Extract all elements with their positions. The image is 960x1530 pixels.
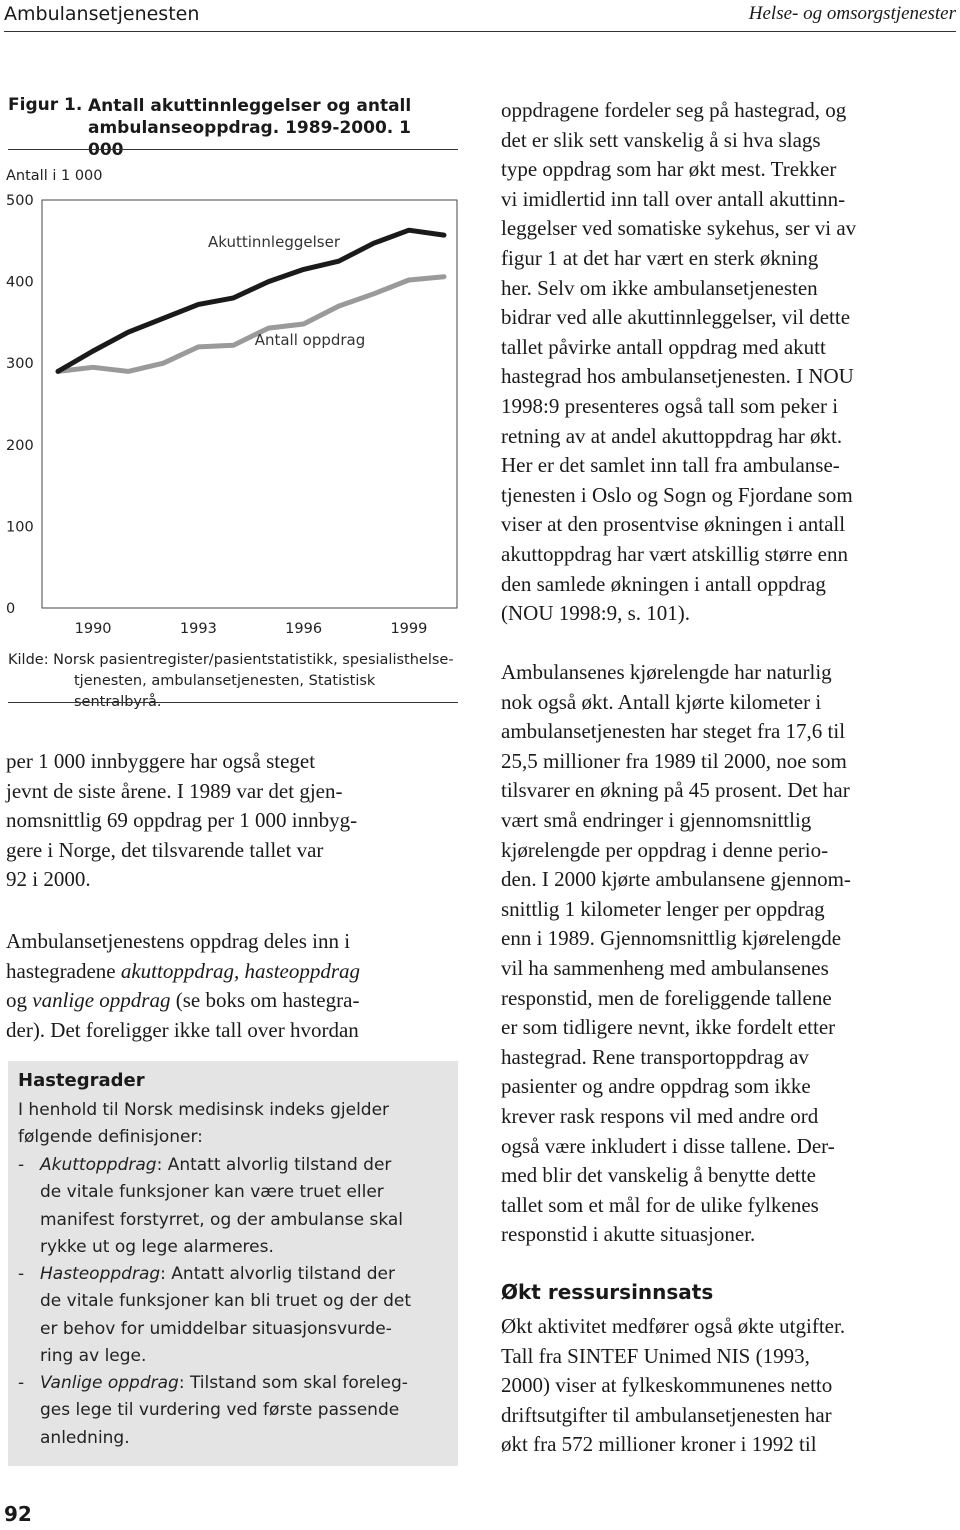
text-line: viser at den prosentvise økningen i antall	[501, 512, 846, 537]
page-number: 92	[4, 1502, 32, 1526]
text-line: Ambulansetjenestens oppdrag deles inn i	[6, 929, 351, 953]
figure-bottom-rule	[8, 702, 458, 703]
text-line: krever rask respons vil med andre ord	[501, 1103, 819, 1128]
text-line: det er slik sett vanskelig å si hva slags	[501, 127, 821, 152]
text-line: responstid i akutte situasjoner.	[501, 1222, 756, 1247]
text-line: Ambulansenes kjørelengde har naturlig	[501, 660, 832, 684]
x-tick-label: 1999	[390, 621, 428, 637]
text-line	[40, 1370, 408, 1397]
text-line: økt fra 572 millioner kroner i 1992 til	[501, 1432, 817, 1457]
text-line: der). Det foreligger ikke tall over hvordan	[6, 1017, 359, 1042]
text-line: de vitale funksjoner kan være truet eller	[40, 1182, 384, 1203]
series-label: Antall oppdrag	[254, 331, 366, 349]
text-line: den samlede økningen i antall oppdrag	[501, 571, 826, 596]
text-line: 92 i 2000.	[6, 867, 91, 892]
text-run: : Antatt alvorlig tilstand der	[160, 1264, 396, 1284]
text-line	[40, 1152, 403, 1179]
y-tick-label: 400	[6, 274, 34, 291]
series-lines	[58, 230, 444, 371]
term: Vanlige oppdrag	[40, 1373, 179, 1393]
y-tick-label: 200	[6, 437, 34, 454]
text-line: vil ha sammenheng med ambulansenes	[501, 955, 829, 980]
text-line: gere i Norge, det tilsvarende tallet var	[6, 837, 324, 862]
figure-1	[0, 90, 470, 710]
text-line: tallet påvirke antall oppdrag med akutt	[501, 334, 826, 359]
text-line: her. Selv om ikke ambulansetjenesten	[501, 275, 818, 300]
text-line: Her er det samlet inn tall fra ambulanse-	[501, 453, 840, 478]
plot-frame	[42, 200, 457, 608]
text-line: bidrar ved alle akuttinnleggelser, vil dette	[501, 305, 851, 330]
text-line	[6, 957, 466, 987]
text-line: per 1 000 innbyggere har også steget	[6, 749, 316, 773]
paragraph	[6, 747, 466, 895]
header-section-title: Ambulansetjenesten	[4, 3, 200, 25]
dash-bullet: -	[18, 1155, 25, 1175]
definition-item	[18, 1152, 403, 1261]
text-line: enn i 1989. Gjennomsnittlig kjørelengde	[501, 926, 842, 951]
text-line: rykke ut og lege alarmeres.	[40, 1236, 274, 1257]
y-axis-unit-label: Antall i 1 000	[6, 168, 103, 184]
box-title: Hastegrader	[18, 1070, 145, 1091]
y-tick-label: 300	[6, 356, 34, 373]
figure-source	[8, 650, 458, 713]
text-line: snittlig 1 kilometer lenger per oppdrag	[501, 896, 825, 921]
text-run: (se boks om hastegra-	[170, 988, 360, 1013]
text-line: tallet som et mål for de ulike fylkenes	[501, 1192, 819, 1217]
text-line	[40, 1261, 411, 1288]
text-line: manifest forstyrret, og der ambulanse skal	[40, 1209, 404, 1230]
running-header	[4, 0, 956, 34]
header-rule	[4, 31, 956, 32]
text-line: 2000) viser at fylkeskommunenes netto	[501, 1373, 833, 1398]
text-line: driftsutgifter til ambulansetjenesten har	[501, 1402, 832, 1427]
info-box-hastegrader	[8, 1061, 458, 1466]
paragraph	[501, 1312, 957, 1460]
term: Hasteoppdrag	[40, 1264, 161, 1284]
emphasis: akuttoppdrag, hasteoppdrag	[120, 958, 361, 983]
text-line: er behov for umiddelbar situasjonsvurde-	[40, 1318, 392, 1339]
text-line: retning av at andel akuttoppdrag har økt.	[501, 423, 843, 448]
text-line: figur 1 at det har vært en sterk økning	[501, 245, 819, 270]
text-line: kjørelengde per oppdrag i denne perio-	[501, 837, 829, 862]
y-tick-label: 100	[6, 519, 34, 536]
text-line: vi imidlertid inn tall over antall akuttinn-	[501, 186, 846, 211]
text-line: (NOU 1998:9, s. 101).	[501, 601, 690, 626]
x-axis	[75, 621, 428, 637]
text-line: Tall fra SINTEF Unimed NIS (1993,	[501, 1343, 810, 1368]
text-line: tilsvarer en økning på 45 prosent. Det har	[501, 778, 850, 803]
text-run: hastegradene	[6, 958, 121, 983]
text-line: hastegrad. Rene transportoppdrag av	[501, 1044, 809, 1069]
text-line: med blir det vanskelig å benytte dette	[501, 1163, 816, 1188]
text-line: ambulansetjenesten har steget fra 17,6 til	[501, 719, 846, 744]
text-line: responstid, men de foreliggende tallene	[501, 985, 832, 1010]
text-line: oppdragene fordeler seg på hastegrad, og	[501, 98, 847, 122]
text-line: hastegrad hos ambulansetjenesten. I NOU	[501, 364, 854, 389]
line-chart	[0, 150, 470, 650]
text-line: de vitale funksjoner kan bli truet og der det	[40, 1291, 411, 1312]
text-line: 1998:9 presenteres også tall som peker i	[501, 393, 839, 418]
text-line: I henhold til Norsk medisinsk indeks gjelder	[18, 1100, 390, 1120]
text-line: jevnt de siste årene. I 1989 var det gjen-	[6, 778, 343, 803]
text-line: pasienter og andre oppdrag som ikke	[501, 1074, 811, 1099]
text-line: 25,5 millioner fra 1989 til 2000, noe som	[501, 748, 847, 773]
header-chapter-title: Helse- og omsorgstjenester	[748, 3, 956, 24]
text-line	[6, 986, 466, 1016]
x-tick-label: 1993	[179, 621, 217, 637]
paragraph	[501, 96, 957, 629]
text-run: : Tilstand som skal foreleg-	[178, 1373, 408, 1393]
text-line: leggelser ved somatiske sykehus, ser vi av	[501, 216, 857, 241]
text-line: type oppdrag som har økt mest. Trekker	[501, 157, 837, 182]
text-line: vært små endringer i gjennomsnittlig	[501, 807, 812, 832]
text-line: den. I 2000 kjørte ambulansene gjennom-	[501, 867, 851, 892]
emphasis: vanlige oppdrag	[32, 988, 171, 1013]
text-line: følgende definisjoner:	[18, 1127, 203, 1148]
text-run: og	[6, 988, 33, 1013]
definition-item	[18, 1261, 411, 1370]
x-tick-label: 1996	[285, 621, 323, 637]
text-line: også være inkludert i disse tallene. Der-	[501, 1133, 835, 1158]
text-line: nok også økt. Antall kjørte kilometer i	[501, 689, 822, 714]
figure-title-line: ambulanseoppdrag. 1989-2000. 1 000	[88, 118, 411, 160]
text-line: ring av lege.	[40, 1345, 147, 1366]
y-axis	[6, 193, 34, 617]
text-line: ges lege til vurdering ved første passende	[40, 1400, 400, 1421]
text-line: tjenesten i Oslo og Sogn og Fjordane som	[501, 482, 853, 507]
dash-bullet: -	[18, 1373, 25, 1393]
source-line: tjenesten, ambulansetjenesten, Statistisk sentralbyrå.	[74, 673, 376, 710]
text-line: anledning.	[40, 1427, 130, 1448]
text-line: er som tidligere nevnt, ikke fordelt etter	[501, 1015, 836, 1040]
y-tick-label: 500	[6, 193, 34, 209]
source-line: Kilde: Norsk pasientregister/pasientstatistikk, spesialisthelse-	[8, 652, 454, 668]
dash-bullet: -	[18, 1264, 25, 1284]
series-line	[58, 230, 444, 371]
paragraph	[501, 658, 957, 1250]
figure-label: Figur 1.	[8, 95, 83, 115]
text-line: Økt aktivitet medfører også økte utgifter.	[501, 1314, 846, 1338]
figure-title-line: Antall akuttinnleggelser og antall	[88, 96, 412, 116]
term: Akuttoppdrag	[40, 1155, 157, 1175]
box-intro	[18, 1097, 389, 1152]
x-tick-label: 1990	[74, 621, 112, 637]
series-label: Akuttinnleggelser	[208, 233, 340, 251]
text-line: nomsnittlig 69 oppdrag per 1 000 innbyg-	[6, 808, 358, 833]
definition-item	[18, 1370, 408, 1452]
text-line: akuttoppdrag har vært atskillig større enn	[501, 541, 849, 566]
section-heading: Økt ressursinnsats	[501, 1280, 714, 1304]
paragraph	[6, 927, 466, 1045]
text-run: : Antatt alvorlig tilstand der	[156, 1155, 392, 1175]
y-tick-label: 0	[6, 601, 16, 617]
